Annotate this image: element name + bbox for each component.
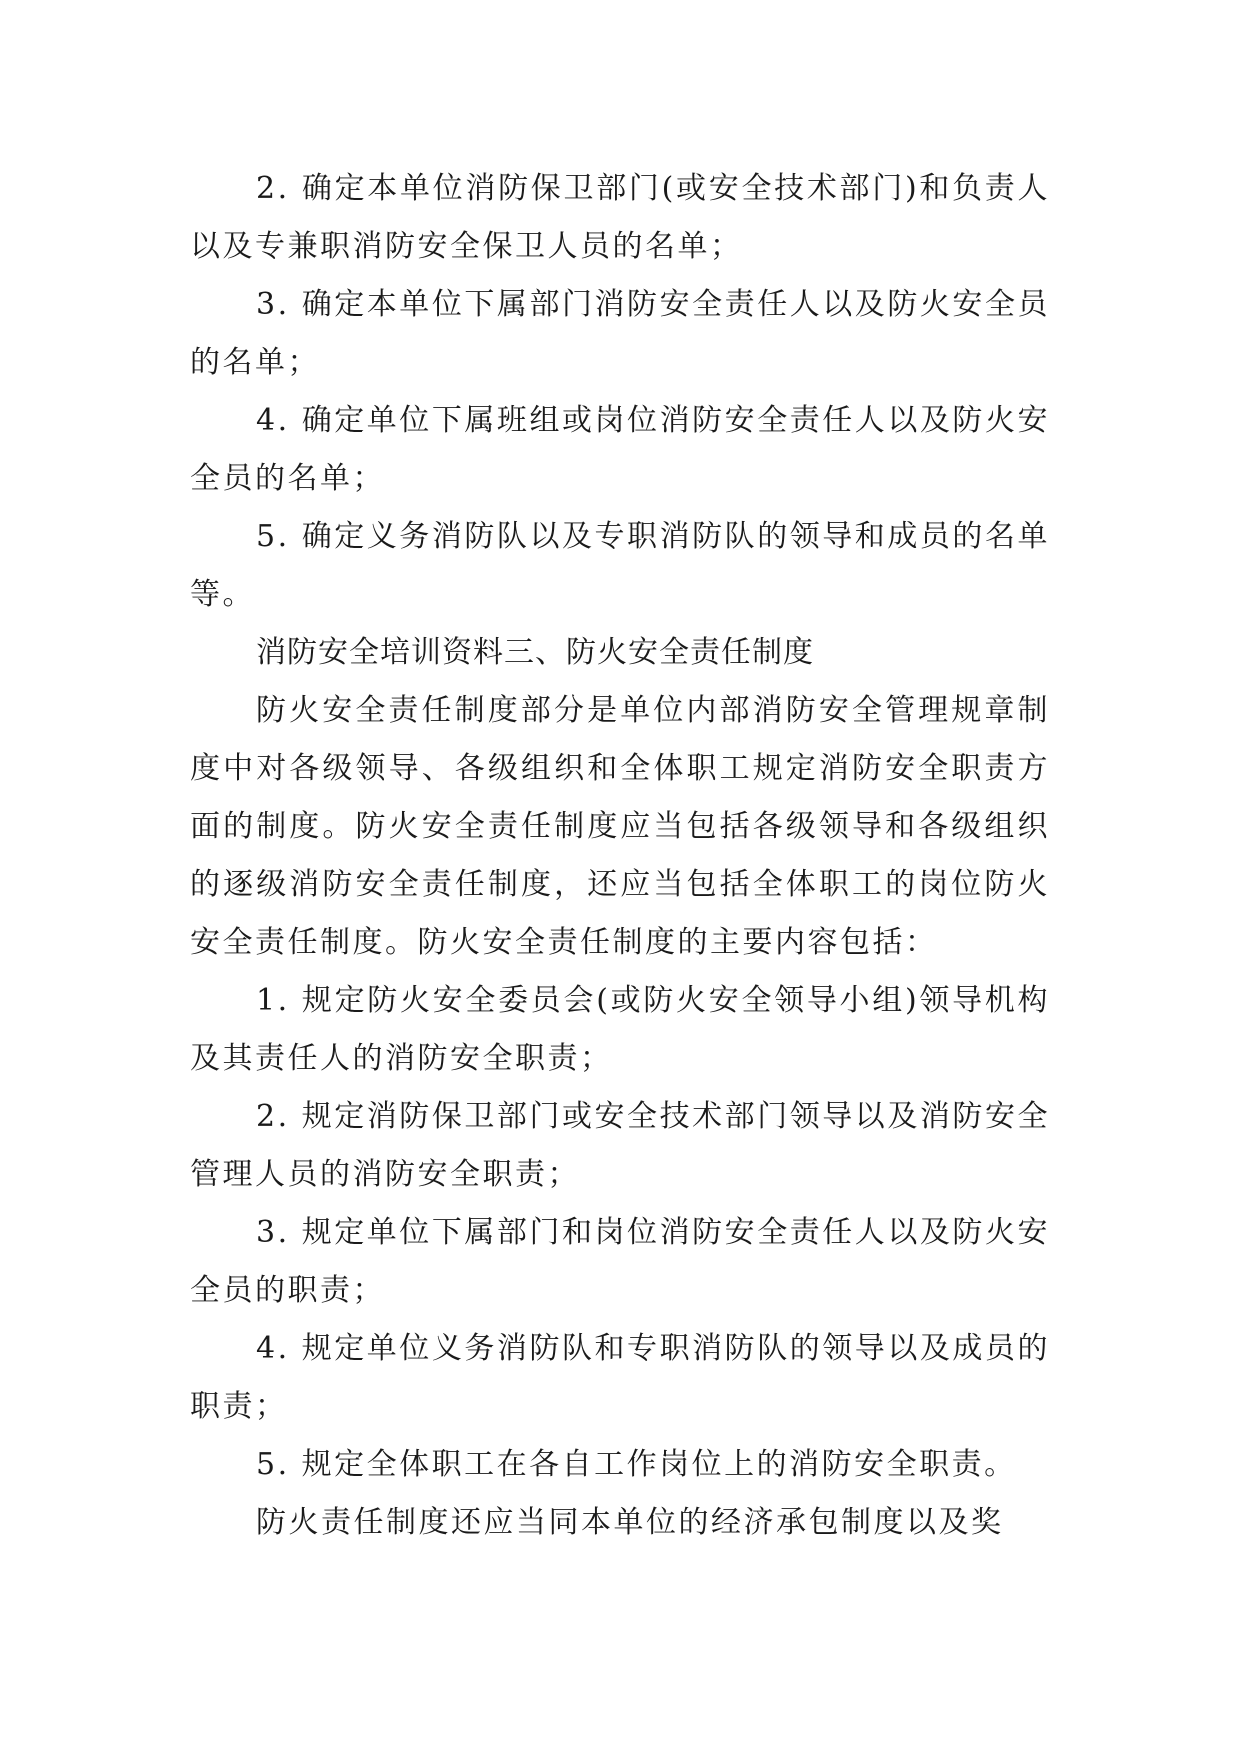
paragraph-item-2-department: 2. 确定本单位消防保卫部门(或安全技术部门)和负责人以及专兼职消防安全保卫人员的名单； [190,171,1050,264]
paragraph-duty-2: 2. 规定消防保卫部门或安全技术部门领导以及消防安全管理人员的消防安全职责； [190,1099,1050,1192]
paragraph-duty-1: 1. 规定防火安全委员会(或防火安全领导小组)领导机构及其责任人的消防安全职责； [190,983,1050,1076]
paragraph-item-4-team: 4. 确定单位下属班组或岗位消防安全责任人以及防火安全员的名单； [190,403,1050,496]
paragraph-item-5-brigade: 5. 确定义务消防队以及专职消防队的领导和成员的名单等。 [190,519,1050,612]
paragraph-duty-5: 5. 规定全体职工在各自工作岗位上的消防安全职责。 [256,1447,1017,1482]
section-heading: 消防安全培训资料三、防火安全责任制度 [256,635,814,670]
paragraph-intro: 防火安全责任制度部分是单位内部消防安全管理规章制度中对各级领导、各级组织和全体职工规定消防安全职责方面的制度。防火安全责任制度应当包括各级领导和各级组织的逐级消防安全责任制度，还应当包括全体职工的岗位防火安全责任制度。防火安全责任制度的主要内容包括： [190,693,1050,960]
paragraph-duty-3: 3. 规定单位下属部门和岗位消防安全责任人以及防火安全员的职责； [190,1215,1050,1308]
paragraph-duty-4: 4. 规定单位义务消防队和专职消防队的领导以及成员的职责； [190,1331,1050,1424]
paragraph-item-3-subdepartment: 3. 确定本单位下属部门消防安全责任人以及防火安全员的名单； [190,287,1050,380]
paragraph-closing: 防火责任制度还应当同本单位的经济承包制度以及奖 [256,1505,1004,1540]
document-body [190,160,1050,1552]
